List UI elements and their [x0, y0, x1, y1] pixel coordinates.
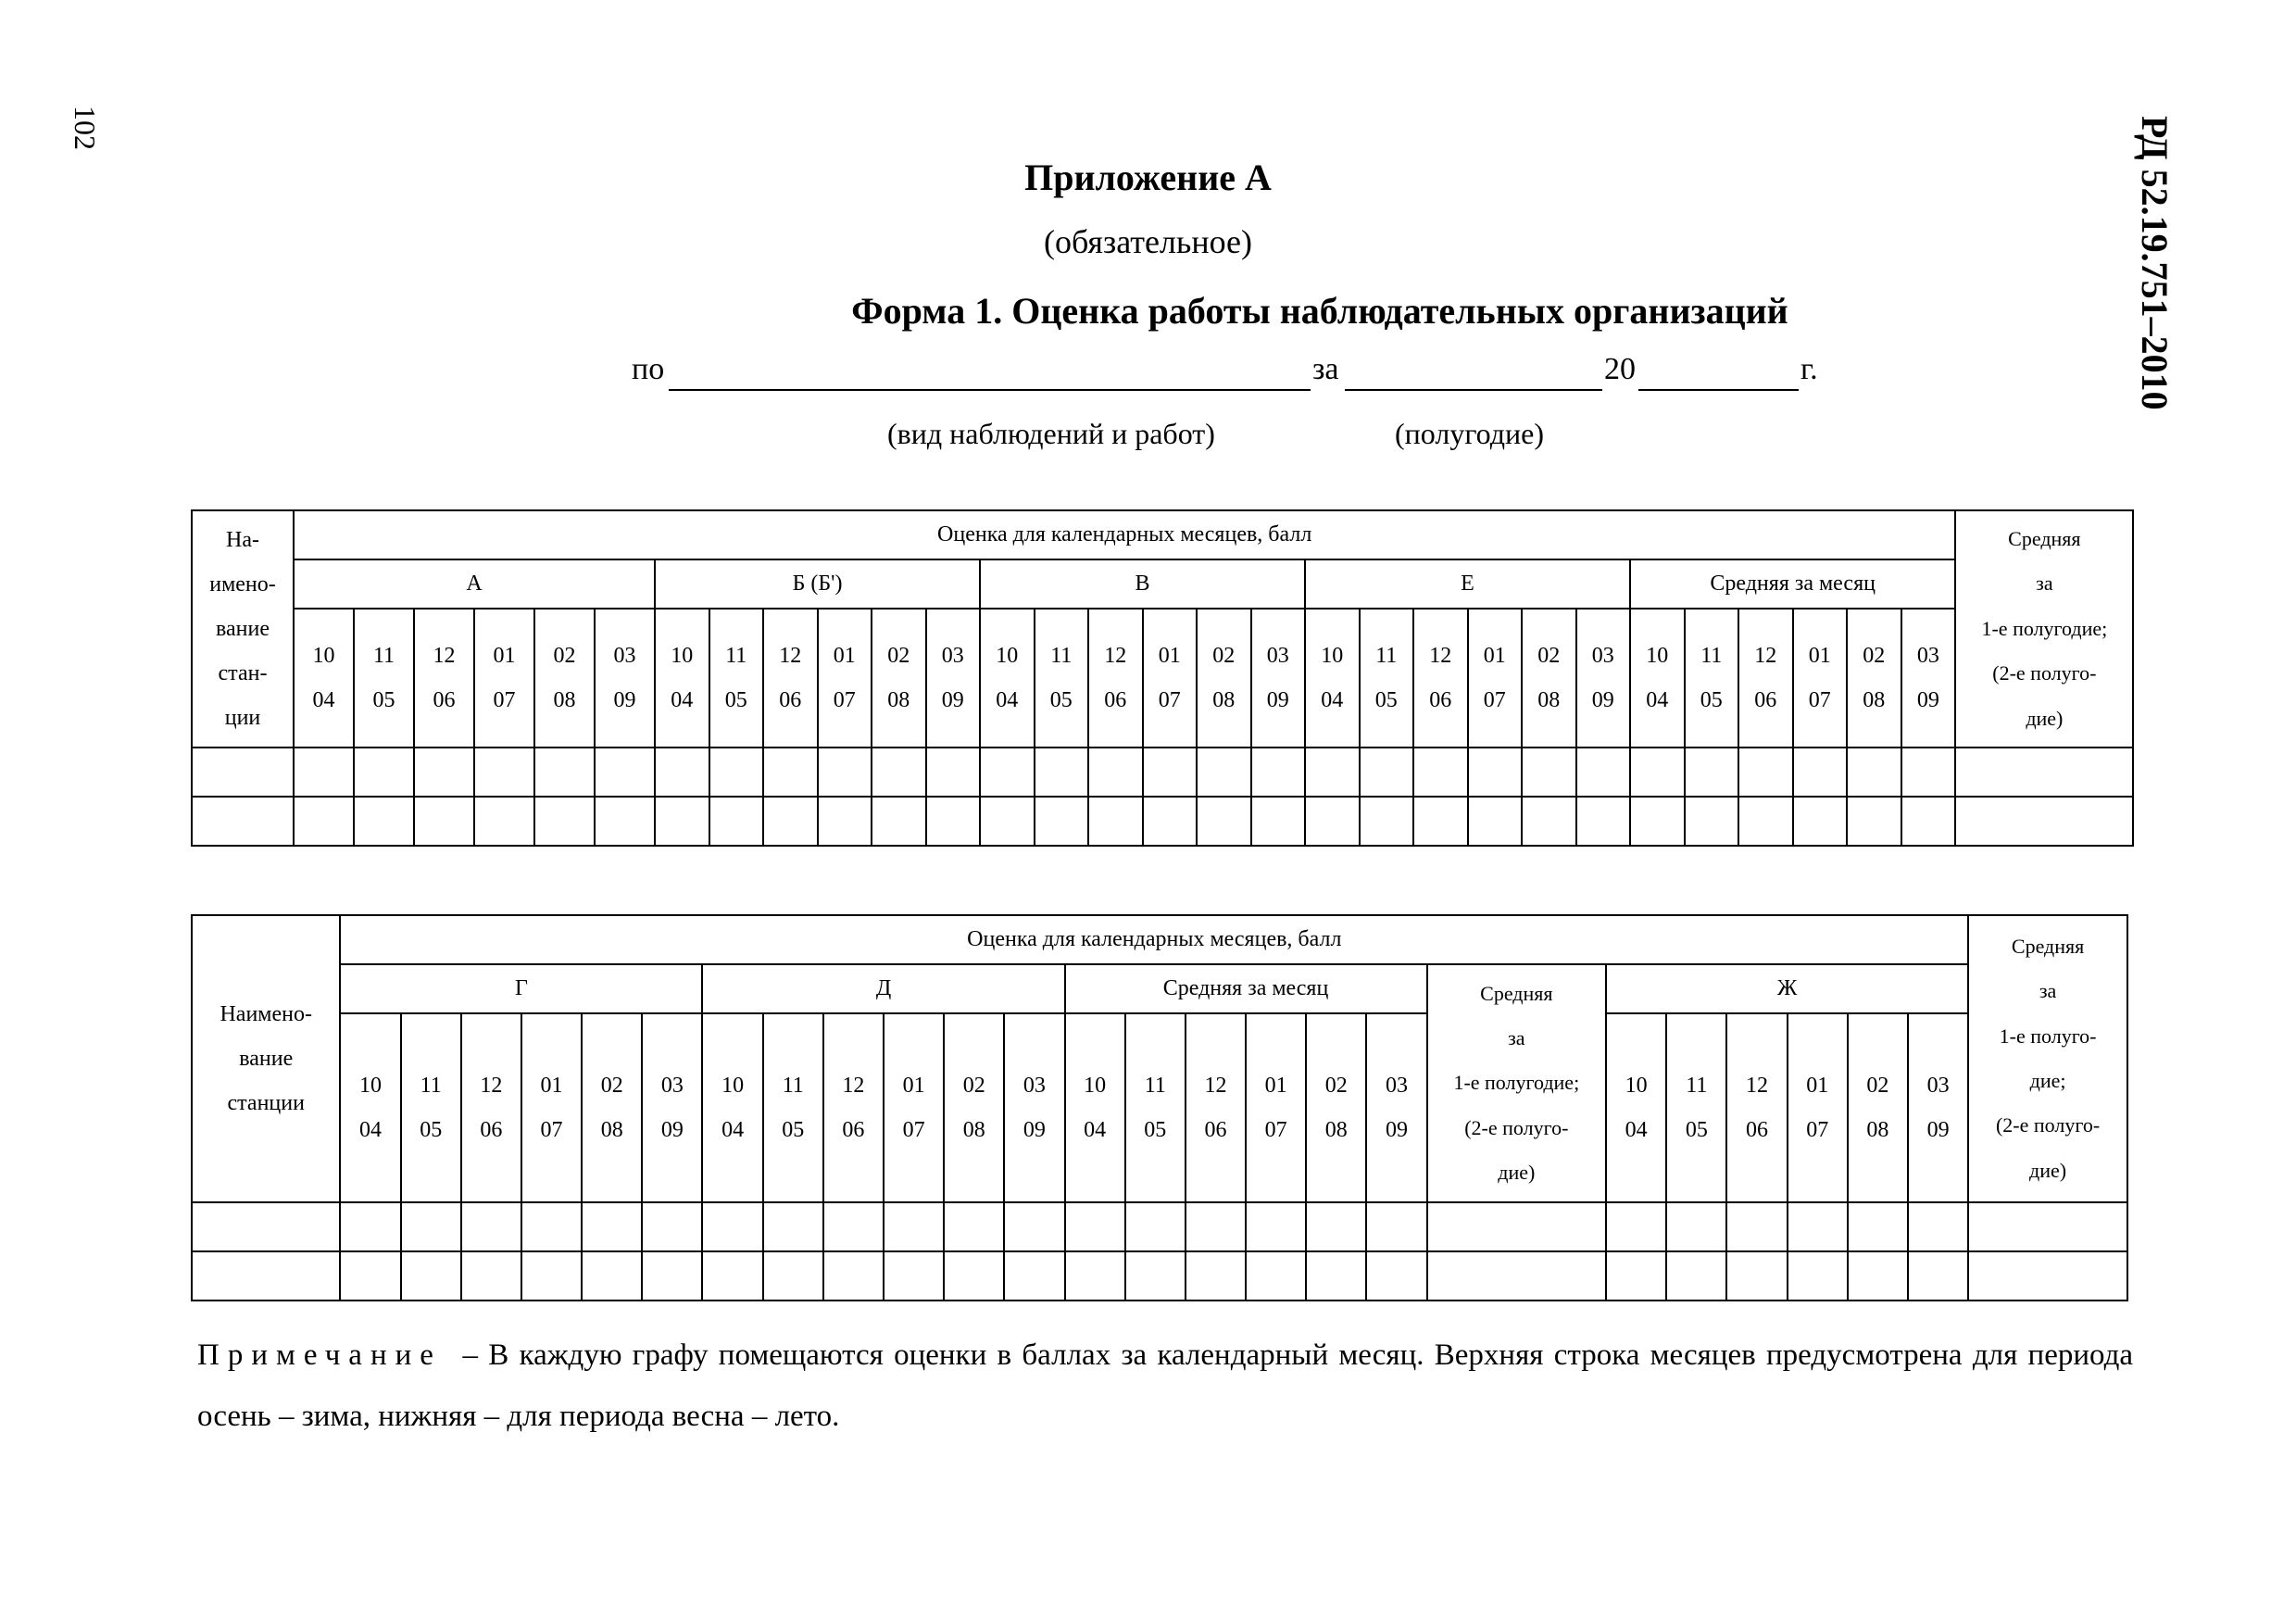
appendix-title: Приложение А	[1024, 157, 1272, 198]
month-header: 10 04	[1305, 609, 1360, 748]
month-header: 01 07	[818, 609, 872, 748]
evaluation-table-2	[191, 914, 2128, 1301]
input-cell[interactable]	[1955, 748, 2133, 797]
input-cell[interactable]	[595, 797, 655, 846]
input-cell[interactable]	[980, 748, 1035, 797]
month-header: 11 05	[1125, 1013, 1186, 1202]
caption-half-year: (полугодие)	[1395, 417, 1544, 450]
input-cell[interactable]	[461, 1251, 521, 1301]
monthly-score-header: Оценка для календарных месяцев, балл	[294, 510, 1955, 559]
input-cell[interactable]	[763, 748, 818, 797]
month-header: 03 09	[1366, 1013, 1426, 1202]
input-cell[interactable]	[823, 1251, 884, 1301]
month-header: 11 05	[763, 1013, 823, 1202]
month-header: 12 06	[1738, 609, 1793, 748]
group-header-4: Ж	[1606, 964, 1968, 1013]
month-header: 02 08	[872, 609, 926, 748]
fill-label-year-suffix: г.	[1800, 352, 1818, 386]
form-title: Форма 1. Оценка работы наблюдательных организаций	[851, 290, 1788, 332]
month-header: 02 08	[944, 1013, 1004, 1202]
input-cell[interactable]	[1035, 748, 1089, 797]
input-cell[interactable]	[709, 748, 764, 797]
month-header: 03 09	[1004, 1013, 1064, 1202]
input-cell[interactable]	[884, 1202, 944, 1251]
input-cell[interactable]	[872, 797, 926, 846]
group-header-4: Е	[1305, 559, 1630, 609]
input-cell[interactable]	[1306, 1202, 1366, 1251]
month-header: 01 07	[884, 1013, 944, 1202]
mid-half-year-average-header: Средняя за 1-е полугодие; (2-е полуго- дие)	[1427, 964, 1607, 1202]
input-cell[interactable]	[655, 748, 709, 797]
station-name-header: На- имено- вание стан- ции	[192, 510, 294, 748]
input-cell[interactable]	[1666, 1202, 1726, 1251]
month-header: 03 09	[1901, 609, 1956, 748]
input-cell[interactable]	[595, 748, 655, 797]
group-header-1: А	[294, 559, 655, 609]
input-cell[interactable]	[763, 797, 818, 846]
input-cell[interactable]	[1035, 797, 1089, 846]
input-cell[interactable]	[823, 1202, 884, 1251]
group-header-3: В	[980, 559, 1305, 609]
month-header: 01 07	[1143, 609, 1198, 748]
input-cell[interactable]	[1143, 797, 1198, 846]
month-header: 11 05	[1666, 1013, 1726, 1202]
input-cell[interactable]	[944, 1251, 1004, 1301]
month-header: 12 06	[461, 1013, 521, 1202]
month-header: 03 09	[595, 609, 655, 748]
input-cell[interactable]	[521, 1202, 582, 1251]
month-header: 11 05	[1035, 609, 1089, 748]
input-cell[interactable]	[1968, 1251, 2127, 1301]
input-cell[interactable]	[1366, 1202, 1426, 1251]
month-header: 03 09	[1576, 609, 1631, 748]
input-cell[interactable]	[1908, 1202, 1968, 1251]
month-header: 10 04	[294, 609, 354, 748]
month-header: 10 04	[1065, 1013, 1125, 1202]
group-header-2: Б (Б')	[655, 559, 980, 609]
input-cell[interactable]	[763, 1251, 823, 1301]
input-cell[interactable]	[702, 1202, 762, 1251]
input-cell[interactable]	[980, 797, 1035, 846]
input-cell[interactable]	[192, 797, 294, 846]
input-cell[interactable]	[1305, 748, 1360, 797]
input-cell[interactable]	[1685, 748, 1739, 797]
note-label: Примечание	[197, 1338, 442, 1372]
input-cell[interactable]	[709, 797, 764, 846]
input-cell[interactable]	[414, 797, 474, 846]
input-cell[interactable]	[1955, 797, 2133, 846]
input-cell[interactable]	[1576, 748, 1631, 797]
month-header: 02 08	[1197, 609, 1251, 748]
input-cell[interactable]	[414, 748, 474, 797]
input-cell[interactable]	[534, 748, 595, 797]
input-cell[interactable]	[1522, 797, 1576, 846]
input-cell[interactable]	[1088, 748, 1143, 797]
month-header: 12 06	[414, 609, 474, 748]
month-header: 12 06	[1186, 1013, 1246, 1202]
group-header-2: Д	[702, 964, 1064, 1013]
input-cell[interactable]	[1901, 797, 1956, 846]
input-cell[interactable]	[1360, 748, 1414, 797]
input-cell[interactable]	[1246, 1251, 1306, 1301]
input-cell[interactable]	[1305, 797, 1360, 846]
input-cell[interactable]	[1848, 1202, 1908, 1251]
input-cell[interactable]	[1004, 1202, 1064, 1251]
input-cell[interactable]	[401, 1251, 461, 1301]
note	[197, 1325, 2133, 1447]
input-cell[interactable]	[340, 1202, 400, 1251]
fill-label-za: за	[1312, 352, 1339, 386]
input-cell[interactable]	[1143, 748, 1198, 797]
work-type-field[interactable]	[669, 389, 1311, 391]
input-cell[interactable]	[1606, 1202, 1666, 1251]
table-row	[192, 1202, 2127, 1251]
input-cell[interactable]	[642, 1202, 702, 1251]
input-cell[interactable]	[1847, 797, 1901, 846]
half-year-field[interactable]	[1345, 389, 1602, 391]
input-cell[interactable]	[582, 1202, 642, 1251]
input-cell[interactable]	[1576, 797, 1631, 846]
group-header-3: Средняя за месяц	[1065, 964, 1427, 1013]
input-cell[interactable]	[354, 748, 414, 797]
input-cell[interactable]	[354, 797, 414, 846]
month-header: 10 04	[1606, 1013, 1666, 1202]
table-row	[192, 748, 2133, 797]
input-cell[interactable]	[1427, 1202, 1607, 1251]
input-cell[interactable]	[1088, 797, 1143, 846]
table-row	[192, 797, 2133, 846]
input-cell[interactable]	[1968, 1202, 2127, 1251]
input-cell[interactable]	[944, 1202, 1004, 1251]
input-cell[interactable]	[1738, 797, 1793, 846]
input-cell[interactable]	[1251, 797, 1306, 846]
month-header: 02 08	[1522, 609, 1576, 748]
input-cell[interactable]	[1360, 797, 1414, 846]
month-header: 12 06	[1726, 1013, 1787, 1202]
input-cell[interactable]	[1793, 797, 1848, 846]
caption-work-type: (вид наблюдений и работ)	[887, 417, 1215, 450]
month-header: 02 08	[1306, 1013, 1366, 1202]
input-cell[interactable]	[474, 797, 534, 846]
input-cell[interactable]	[1468, 748, 1523, 797]
input-cell[interactable]	[926, 797, 981, 846]
input-cell[interactable]	[1306, 1251, 1366, 1301]
month-header: 12 06	[823, 1013, 884, 1202]
month-header: 10 04	[702, 1013, 762, 1202]
group-header-1: Г	[340, 964, 702, 1013]
month-header: 11 05	[401, 1013, 461, 1202]
input-cell[interactable]	[926, 748, 981, 797]
month-header: 01 07	[521, 1013, 582, 1202]
input-cell[interactable]	[1788, 1251, 1848, 1301]
month-header: 01 07	[1788, 1013, 1848, 1202]
input-cell[interactable]	[1630, 797, 1685, 846]
month-header: 03 09	[642, 1013, 702, 1202]
month-header: 01 07	[474, 609, 534, 748]
input-cell[interactable]	[1848, 1251, 1908, 1301]
input-cell[interactable]	[1666, 1251, 1726, 1301]
input-cell[interactable]	[1726, 1202, 1787, 1251]
input-cell[interactable]	[1366, 1251, 1426, 1301]
input-cell[interactable]	[884, 1251, 944, 1301]
month-header: 10 04	[980, 609, 1035, 748]
input-cell[interactable]	[294, 797, 354, 846]
month-header: 03 09	[1251, 609, 1306, 748]
month-header: 03 09	[1908, 1013, 1968, 1202]
month-header: 12 06	[1413, 609, 1468, 748]
evaluation-table-1	[191, 509, 2134, 847]
input-cell[interactable]	[1788, 1202, 1848, 1251]
group-header-5: Средняя за месяц	[1630, 559, 1955, 609]
note-text: – В каждую графу помещаются оценки в баллах за календарный месяц. Верхняя строка месяцев предусмотрена для периода осень – зима, нижняя – для периода весна – лето.	[197, 1338, 2134, 1433]
month-header: 01 07	[1246, 1013, 1306, 1202]
month-header: 02 08	[534, 609, 595, 748]
input-cell[interactable]	[1908, 1251, 1968, 1301]
table-row	[192, 1251, 2127, 1301]
input-cell[interactable]	[340, 1251, 400, 1301]
input-cell[interactable]	[1197, 748, 1251, 797]
input-cell[interactable]	[1427, 1251, 1607, 1301]
input-cell[interactable]	[655, 797, 709, 846]
input-cell[interactable]	[1246, 1202, 1306, 1251]
input-cell[interactable]	[1251, 748, 1306, 797]
month-header: 11 05	[1360, 609, 1414, 748]
month-header: 10 04	[340, 1013, 400, 1202]
input-cell[interactable]	[1738, 748, 1793, 797]
input-cell[interactable]	[818, 797, 872, 846]
month-header: 03 09	[926, 609, 981, 748]
input-cell[interactable]	[1522, 748, 1576, 797]
input-cell[interactable]	[1468, 797, 1523, 846]
month-header: 10 04	[655, 609, 709, 748]
input-cell[interactable]	[702, 1251, 762, 1301]
station-name-header: Наимено- вание станции	[192, 915, 340, 1202]
input-cell[interactable]	[474, 748, 534, 797]
year-field[interactable]	[1638, 389, 1799, 391]
input-cell[interactable]	[1065, 1202, 1125, 1251]
input-cell[interactable]	[1726, 1251, 1787, 1301]
month-header: 02 08	[582, 1013, 642, 1202]
half-year-average-header: Средняя за 1-е полуго- дие; (2-е полуго- дие)	[1968, 915, 2127, 1202]
input-cell[interactable]	[1901, 748, 1956, 797]
month-header: 01 07	[1793, 609, 1848, 748]
input-cell[interactable]	[1847, 748, 1901, 797]
input-cell[interactable]	[872, 748, 926, 797]
month-header: 11 05	[354, 609, 414, 748]
input-cell[interactable]	[521, 1251, 582, 1301]
monthly-score-header: Оценка для календарных месяцев, балл	[340, 915, 1968, 964]
appendix-subtitle: (обязательное)	[1044, 223, 1252, 260]
month-header: 11 05	[709, 609, 764, 748]
fill-label-po: по	[632, 352, 665, 386]
input-cell[interactable]	[1186, 1202, 1246, 1251]
input-cell[interactable]	[582, 1251, 642, 1301]
month-header: 12 06	[1088, 609, 1143, 748]
input-cell[interactable]	[192, 1202, 340, 1251]
input-cell[interactable]	[1630, 748, 1685, 797]
month-header: 11 05	[1685, 609, 1739, 748]
input-cell[interactable]	[1413, 748, 1468, 797]
input-cell[interactable]	[818, 748, 872, 797]
input-cell[interactable]	[1685, 797, 1739, 846]
month-header: 01 07	[1468, 609, 1523, 748]
month-header: 10 04	[1630, 609, 1685, 748]
input-cell[interactable]	[1065, 1251, 1125, 1301]
month-header: 12 06	[763, 609, 818, 748]
month-header: 02 08	[1847, 609, 1901, 748]
input-cell[interactable]	[1125, 1202, 1186, 1251]
input-cell[interactable]	[534, 797, 595, 846]
input-cell[interactable]	[192, 1251, 340, 1301]
input-cell[interactable]	[461, 1202, 521, 1251]
input-cell[interactable]	[1125, 1251, 1186, 1301]
input-cell[interactable]	[1186, 1251, 1246, 1301]
input-cell[interactable]	[192, 748, 294, 797]
input-cell[interactable]	[763, 1202, 823, 1251]
input-cell[interactable]	[1004, 1251, 1064, 1301]
input-cell[interactable]	[1793, 748, 1848, 797]
input-cell[interactable]	[642, 1251, 702, 1301]
input-cell[interactable]	[1197, 797, 1251, 846]
document-number: РД 52.19.751–2010	[2134, 116, 2176, 410]
month-header: 02 08	[1848, 1013, 1908, 1202]
input-cell[interactable]	[294, 748, 354, 797]
input-cell[interactable]	[401, 1202, 461, 1251]
input-cell[interactable]	[1413, 797, 1468, 846]
fill-label-year-prefix: 20	[1604, 352, 1636, 386]
half-year-average-header: Средняя за 1-е полугодие; (2-е полуго- дие)	[1955, 510, 2133, 748]
input-cell[interactable]	[1606, 1251, 1666, 1301]
page-number: 102	[69, 106, 102, 150]
